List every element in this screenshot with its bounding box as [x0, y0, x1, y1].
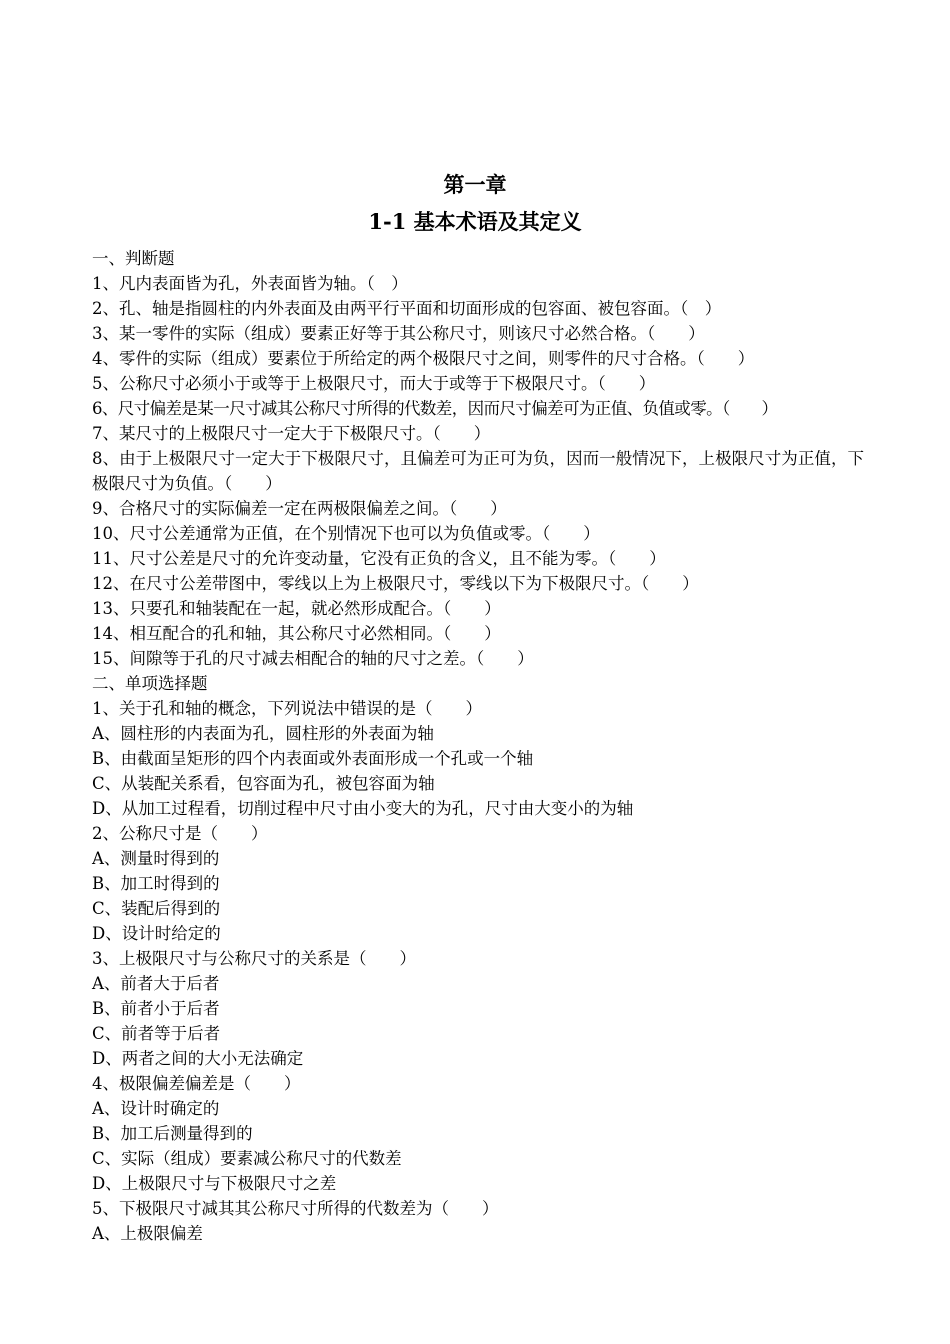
choice-option: D、两者之间的大小无法确定	[92, 1049, 304, 1068]
judgment-question: 9、合格尺寸的实际偏差一定在两极限偏差之间。（ ）	[92, 499, 507, 518]
judgment-question: 12、在尺寸公差带图中，零线以上为上极限尺寸，零线以下为下极限尺寸。（ ）	[92, 574, 699, 593]
document-body	[92, 246, 864, 1246]
part1-heading: 一、判断题	[92, 249, 175, 268]
part2-heading: 二、单项选择题	[92, 674, 208, 693]
chapter-title: 第一章	[443, 172, 507, 197]
choice-option: A、测量时得到的	[92, 849, 220, 868]
choice-question-stem: 2、公称尺寸是（ ）	[92, 824, 268, 843]
choice-option: C、装配后得到的	[92, 899, 221, 918]
choice-option: A、前者大于后者	[92, 974, 220, 993]
choice-question-stem: 5、下极限尺寸减其其公称尺寸所得的代数差为（ ）	[92, 1199, 499, 1218]
choice-option: C、实际（组成）要素减公称尺寸的代数差	[92, 1149, 402, 1168]
choice-question-stem: 4、极限偏差偏差是（ ）	[92, 1074, 301, 1093]
choice-option: A、圆柱形的内表面为孔，圆柱形的外表面为轴	[92, 724, 434, 743]
choice-option: D、设计时给定的	[92, 924, 221, 943]
judgment-question: 4、零件的实际（组成）要素位于所给定的两个极限尺寸之间，则零件的尺寸合格。（ ）	[92, 349, 755, 368]
judgment-question: 8、由于上极限尺寸一定大于下极限尺寸，且偏差可为正可为负，因而一般情况下，上极限尺寸为正值，下极限尺寸为负值。（ ）	[92, 449, 864, 493]
choice-option: D、从加工过程看，切削过程中尺寸由小变大的为孔，尺寸由大变小的为轴	[92, 799, 634, 818]
choice-option: C、从装配关系看，包容面为孔，被包容面为轴	[92, 774, 435, 793]
choice-option: D、上极限尺寸与下极限尺寸之差	[92, 1174, 337, 1193]
judgment-question: 7、某尺寸的上极限尺寸一定大于下极限尺寸。（ ）	[92, 424, 491, 443]
judgment-question: 15、间隙等于孔的尺寸减去相配合的轴的尺寸之差。（ ）	[92, 649, 534, 668]
judgment-question: 10、尺寸公差通常为正值，在个别情况下也可以为负值或零。（ ）	[92, 524, 600, 543]
judgment-question: 11、尺寸公差是尺寸的允许变动量，它没有正负的含义，且不能为零。（ ）	[92, 549, 666, 568]
judgment-question: 3、某一零件的实际（组成）要素正好等于其公称尺寸，则该尺寸必然合格。（ ）	[92, 324, 705, 343]
judgment-question: 5、公称尺寸必须小于或等于上极限尺寸，而大于或等于下极限尺寸。（ ）	[92, 374, 656, 393]
choice-option: A、上极限偏差	[92, 1224, 203, 1243]
section-title: 1-1 基本术语及其定义	[368, 209, 582, 234]
choice-question-stem: 1、关于孔和轴的概念，下列说法中错误的是（ ）	[92, 699, 482, 718]
choice-option: C、前者等于后者	[92, 1024, 221, 1043]
judgment-question: 6、尺寸偏差是某一尺寸减其公称尺寸所得的代数差，因而尺寸偏差可为正值、负值或零。（ ）	[92, 399, 778, 418]
choice-option: B、前者小于后者	[92, 999, 220, 1018]
judgment-question: 14、相互配合的孔和轴，其公称尺寸必然相同。（ ）	[92, 624, 501, 643]
judgment-question: 13、只要孔和轴装配在一起，就必然形成配合。（ ）	[92, 599, 501, 618]
judgment-question: 2、孔、轴是指圆柱的内外表面及由两平行平面和切面形成的包容面、被包容面。（ ）	[92, 299, 722, 318]
choice-option: B、加工后测量得到的	[92, 1124, 253, 1143]
judgment-question: 1、凡内表面皆为孔，外表面皆为轴。（ ）	[92, 274, 408, 293]
choice-option: B、加工时得到的	[92, 874, 220, 893]
choice-option: A、设计时确定的	[92, 1099, 220, 1118]
choice-option: B、由截面呈矩形的四个内表面或外表面形成一个孔或一个轴	[92, 749, 534, 768]
choice-question-stem: 3、上极限尺寸与公称尺寸的关系是（ ）	[92, 949, 416, 968]
